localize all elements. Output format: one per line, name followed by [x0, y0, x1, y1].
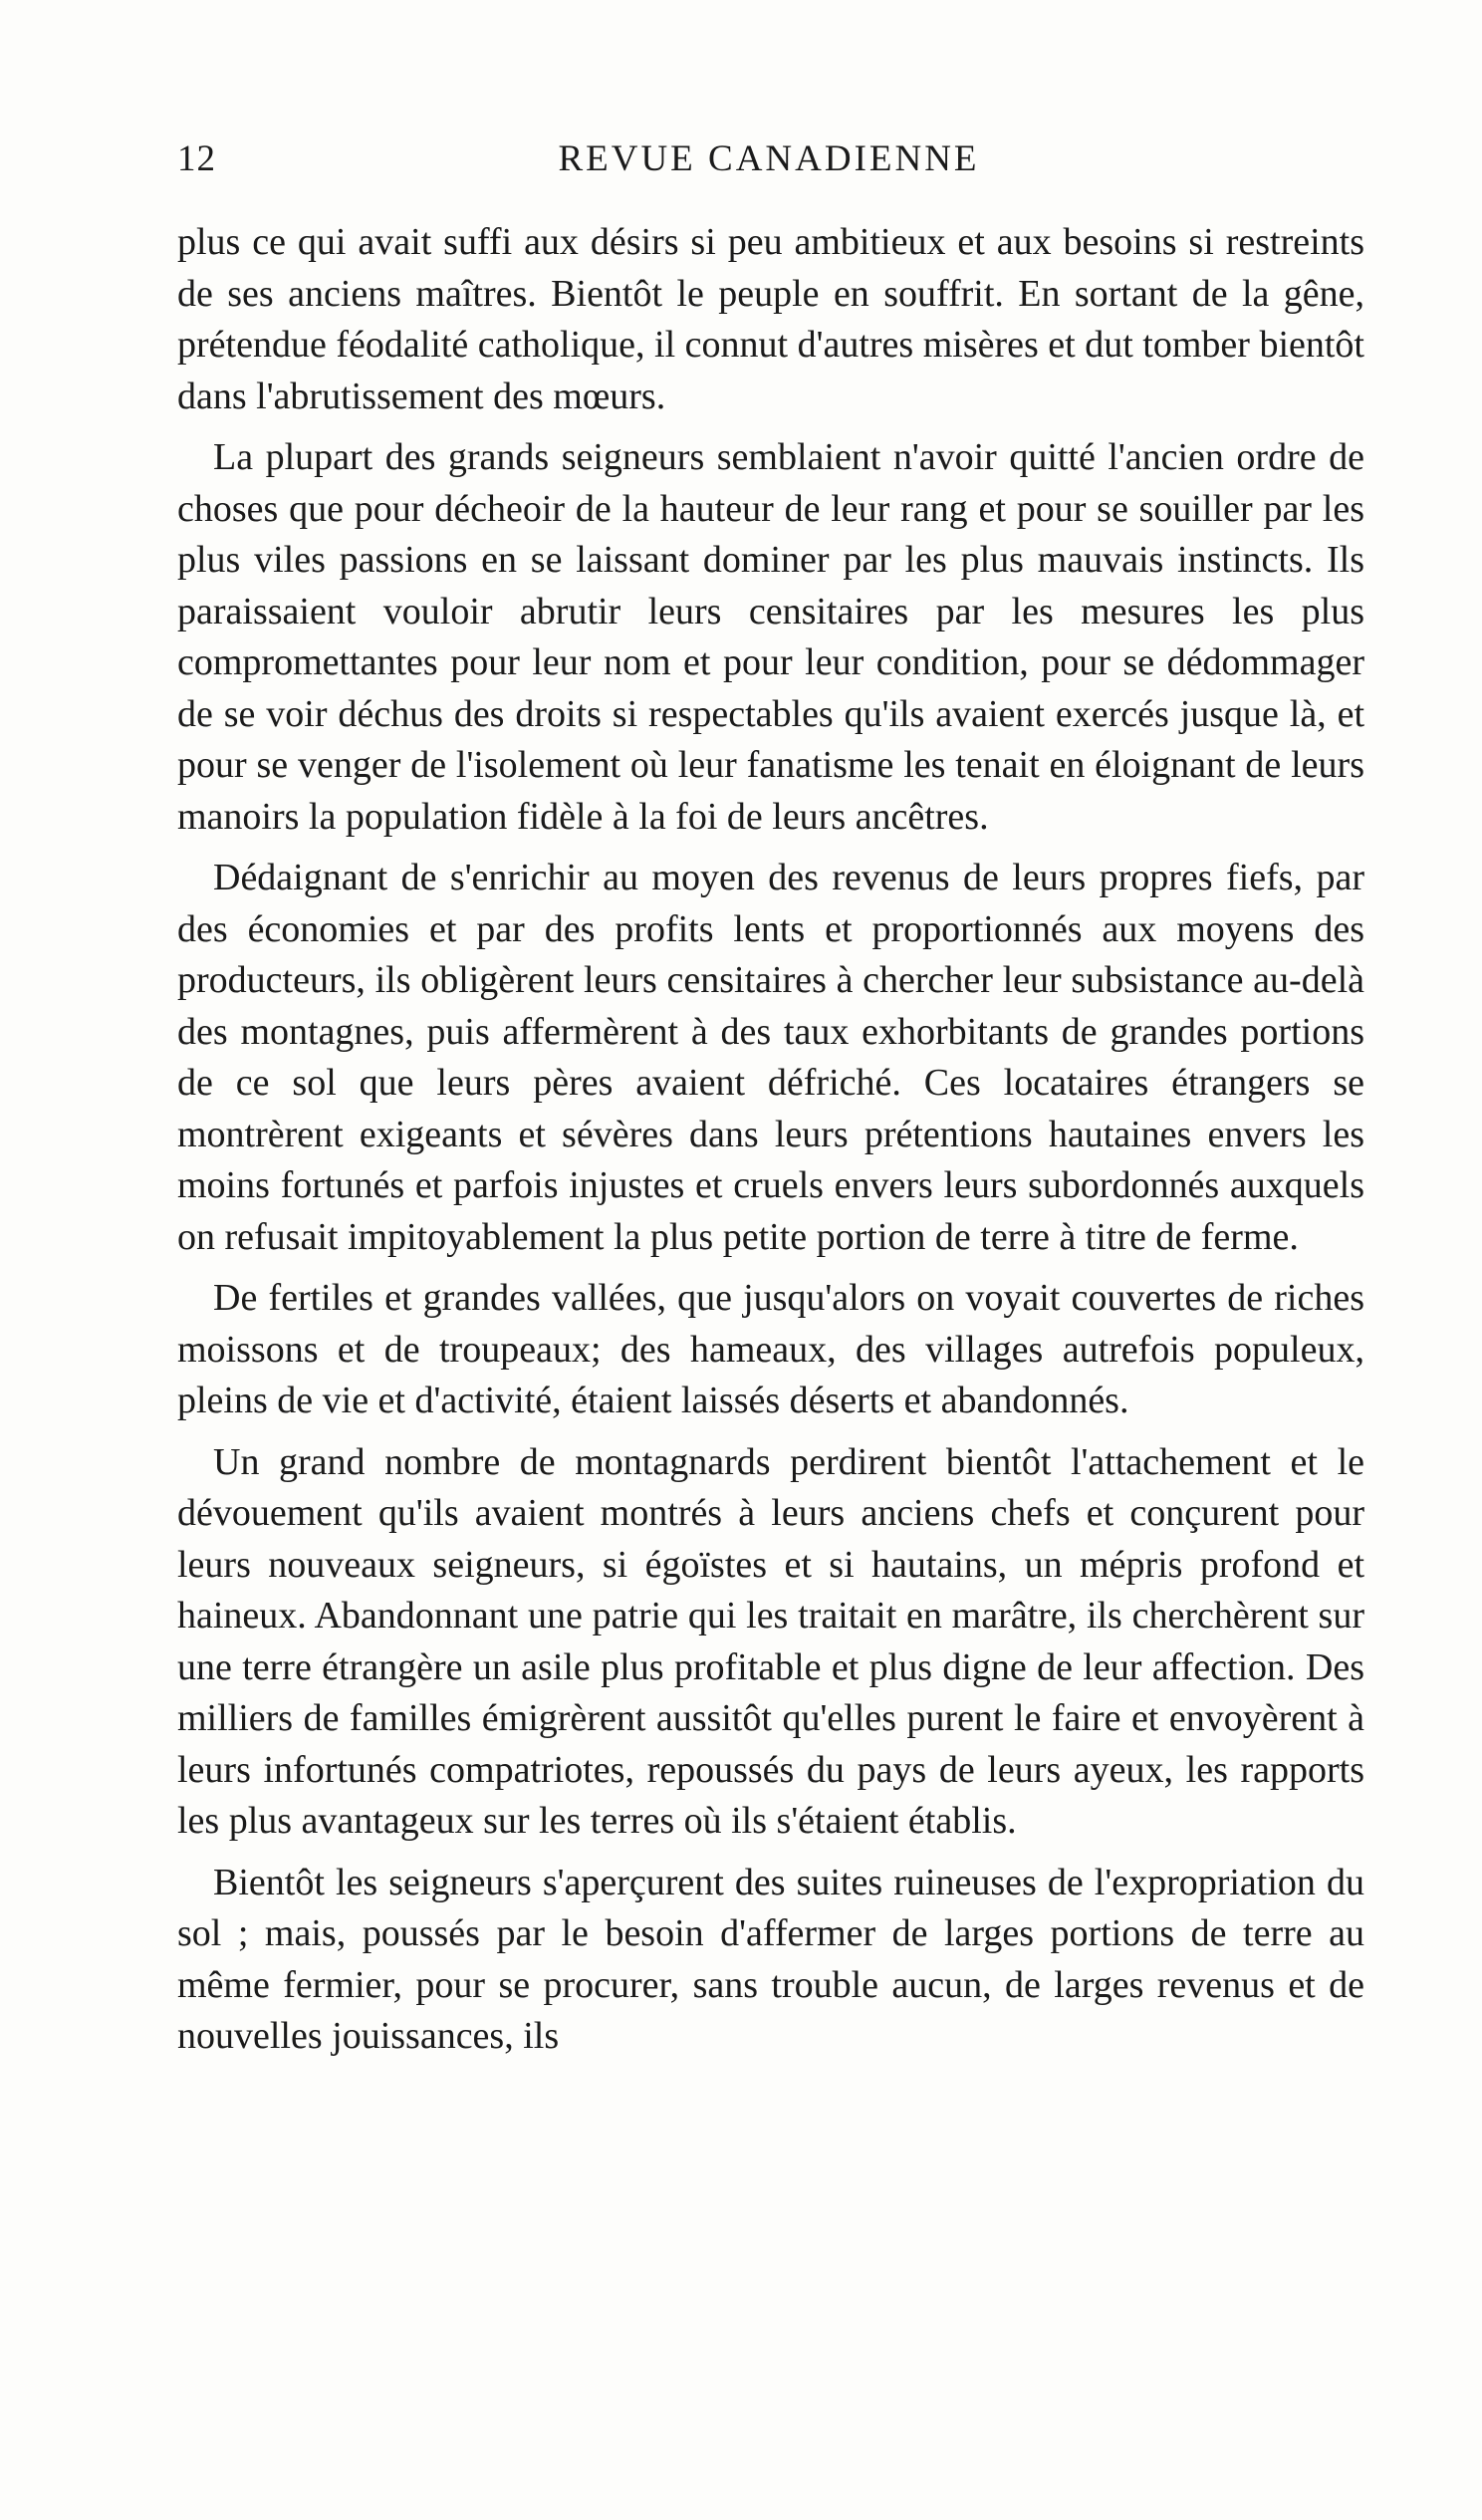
paragraph: De fertiles et grandes vallées, que jusqu'alors on voyait couvertes de riches moissons et de troupeaux; des hameaux, des villages autrefois populeux, pleins de vie et d'activité, étaient laissés déserts et abandonnés. — [177, 1277, 1364, 1421]
page-number: 12 — [177, 138, 216, 179]
body-text — [177, 217, 1364, 2063]
paragraph: Bientôt les seigneurs s'aperçurent des suites ruineuses de l'expropriation du sol ; mais, poussés par le besoin d'affermer de larges portions de terre au même fermier, pour se procurer, sans trouble aucun, de larges revenus et de nouvelles jouissances, ils — [177, 1861, 1364, 2057]
paragraph: Dédaignant de s'enrichir au moyen des revenus de leurs propres fiefs, par des économies et par des profits lents et proportionnés aux moyens des producteurs, ils obligèrent leurs censitaires à chercher leur subsistance au-delà des montagnes, puis affermèrent à des taux exhorbitants de grandes portions de ce sol que leurs pères avaient défriché. Ces locataires étrangers se montrèrent exigeants et sévères dans leurs prétentions hautaines envers les moins fortunés et parfois injustes et cruels envers leurs subordonnés auxquels on refusait impitoyablement la plus petite portion de terre à titre de ferme. — [177, 857, 1364, 1258]
paragraph: La plupart des grands seigneurs semblaient n'avoir quitté l'ancien ordre de choses que pour décheoir de la hauteur de leur rang et pour se souiller par les plus viles passions en se laissant dominer par les plus mauvais instincts. Ils paraissaient vouloir abrutir leurs censitaires par les mesures les plus compromettantes pour leur nom et pour leur condition, pour se dédommager de se voir déchus des droits si respectables qu'ils avaient exercés jusque là, et pour se venger de l'isolement où leur fanatisme les tenait en éloignant de leurs manoirs la population fidèle à la foi de leurs ancêtres. — [177, 436, 1364, 838]
paragraph: Un grand nombre de montagnards perdirent bientôt l'attachement et le dévouement qu'ils avaient montrés à leurs anciens chefs et conçurent pour leurs nouveaux seigneurs, si égoïstes et si hautains, un mépris profond et haineux. Abandonnant une patrie qui les traitait en marâtre, ils cherchèrent sur une terre étrangère un asile plus profitable et plus digne de leur affection. Des milliers de familles émigrèrent aussitôt qu'elles purent le faire et envoyèrent à leurs infortunés compatriotes, repoussés du pays de leurs ayeux, les rapports les plus avantageux sur les terres où ils s'étaient établis. — [177, 1440, 1364, 1842]
page-header — [177, 137, 1360, 187]
running-title: REVUE CANADIENNE — [558, 138, 980, 179]
paragraph-continued: plus ce qui avait suffi aux désirs si peu ambitieux et aux besoins si restreints de ses anciens maîtres. Bientôt le peuple en souffrit. En sortant de la gêne, prétendue féodalité catholique, il connut d'autres misères et dut tomber bientôt dans l'abrutissement des mœurs. — [177, 221, 1364, 417]
